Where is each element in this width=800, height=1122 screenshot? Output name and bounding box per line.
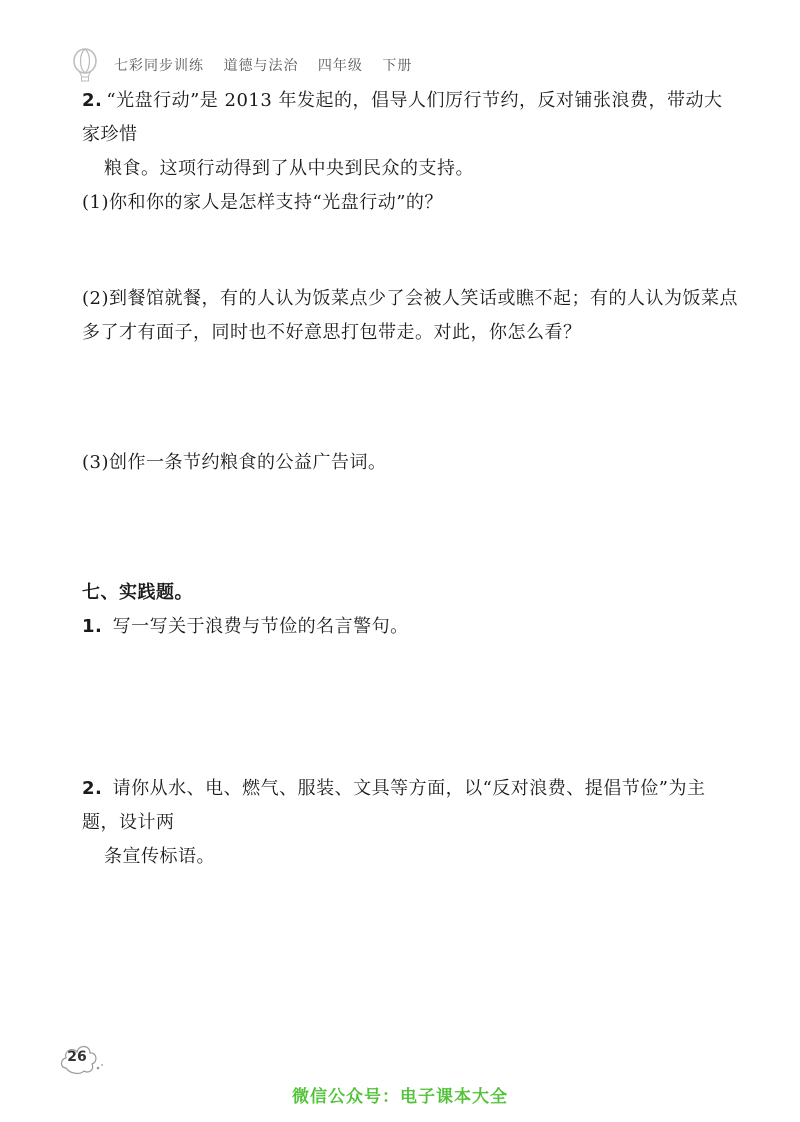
header-series: 七彩同步训练 (114, 58, 204, 74)
watermark: 微信公众号：电子课本大全 (292, 1087, 508, 1107)
question-2-sub-2 (82, 282, 740, 350)
page-number: 26 (67, 1049, 87, 1065)
section-7-question-1-number: 1. (82, 616, 103, 637)
question-2-sub-1: (1)你和你的家人是怎样支持“光盘行动”的？ (82, 192, 443, 213)
header-grade: 四年级 (317, 58, 363, 74)
question-2 (82, 84, 740, 220)
section-7 (82, 576, 740, 644)
section-7-question-2-line-1 (82, 772, 740, 840)
section-7-question-1 (82, 610, 740, 644)
section-7-question-2-text-1: 请你从水、电、燃气、服装、文具等方面，以“反对浪费、提倡节俭”为主题，设计两 (82, 778, 706, 833)
section-7-question-2-line-2: 条宣传标语。 (104, 846, 215, 867)
question-2-number: 2. (82, 90, 103, 111)
question-2-text-1: “光盘行动”是 2013 年发起的，倡导人们厉行节约，反对铺张浪费，带动大家珍惜 (82, 90, 723, 145)
question-2-sub-3-text: (3)创作一条节约粮食的公益广告词。 (82, 452, 387, 473)
page-header (70, 48, 426, 82)
question-2-line-1 (82, 84, 740, 152)
section-7-question-2-number: 2. (82, 778, 103, 799)
header-volume: 下册 (382, 58, 413, 74)
page-number-badge (58, 1038, 104, 1078)
question-2-sub-3 (82, 446, 740, 480)
hot-air-balloon-icon (70, 48, 100, 82)
question-2-sub-2-line-2: 多了才有面子，同时也不好意思打包带走。对此，你怎么看？ (82, 322, 582, 343)
section-7-question-2 (82, 772, 740, 874)
question-2-sub-2-line-1: (2)到餐馆就餐，有的人认为饭菜点少了会被人笑话或瞧不起；有的人认为饭菜点 (82, 288, 738, 309)
section-7-title: 七、实践题。 (82, 582, 193, 603)
section-7-question-1-text: 写一写关于浪费与节俭的名言警句。 (112, 616, 409, 637)
question-2-line-2: 粮食。这项行动得到了从中央到民众的支持。 (104, 158, 474, 179)
header-subject: 道德与法治 (223, 58, 299, 74)
